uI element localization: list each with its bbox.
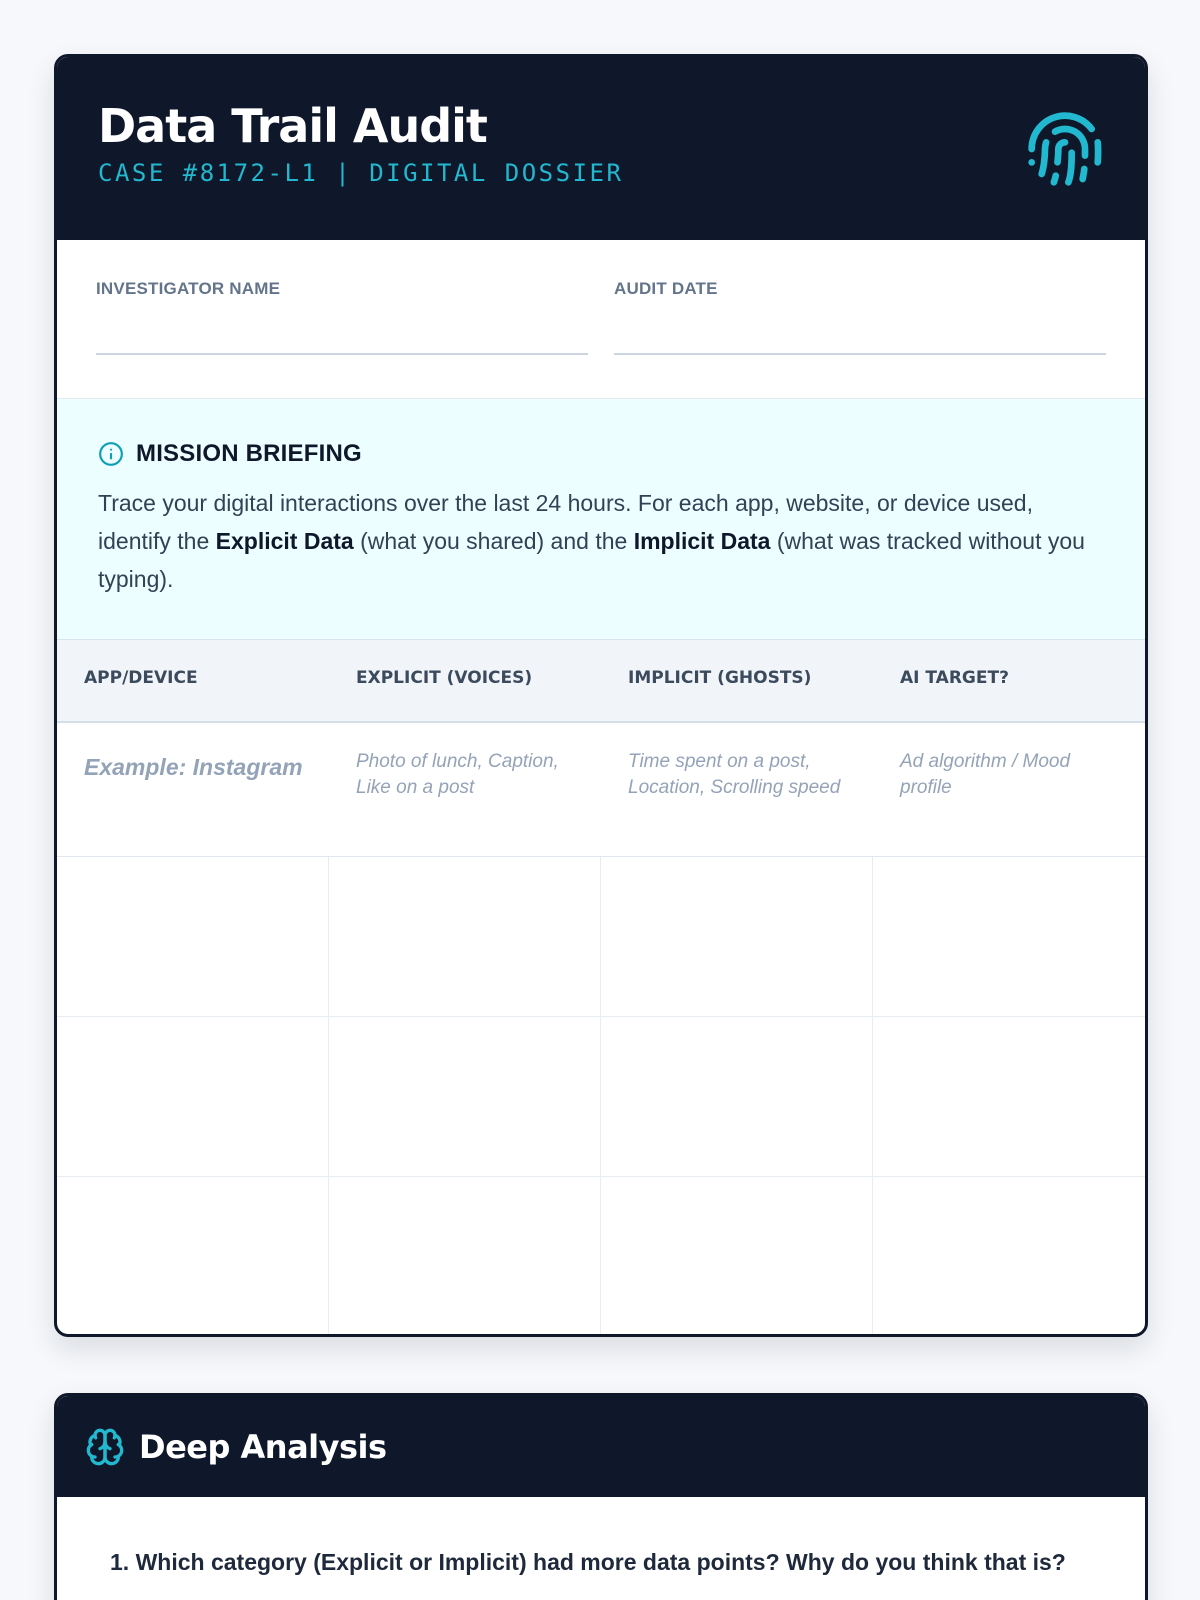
explicit-data-term: Explicit Data [215, 528, 354, 554]
example-app-cell: Example: Instagram [84, 754, 303, 780]
audit-header [57, 57, 1145, 240]
investigator-name-field[interactable] [96, 337, 588, 355]
briefing-heading [98, 440, 1104, 468]
analysis-title: Deep Analysis [139, 1427, 387, 1466]
briefing-title: MISSION BRIEFING [136, 440, 362, 467]
table-row [57, 1177, 1145, 1334]
explicit-cell[interactable] [329, 1177, 601, 1334]
table-header [57, 640, 1145, 723]
table-row [57, 1017, 1145, 1177]
table-row [57, 857, 1145, 1017]
target-cell[interactable] [873, 1017, 1145, 1176]
column-header-implicit: IMPLICIT (GHOSTS) [628, 668, 812, 688]
column-header-app: APP/DEVICE [84, 668, 198, 688]
date-field-group [614, 279, 1106, 398]
example-target-cell: Ad algorithm / Mood profile [900, 751, 1071, 798]
target-cell[interactable] [873, 857, 1145, 1016]
case-subtitle: CASE #8172-L1 | DIGITAL DOSSIER [98, 159, 624, 187]
info-icon [98, 441, 124, 467]
audit-card [54, 54, 1148, 1337]
example-row [57, 723, 1145, 857]
target-cell[interactable] [873, 1177, 1145, 1334]
analysis-card [54, 1393, 1148, 1600]
analysis-question-1: 1. Which category (Explicit or Implicit) had more data points? Why do you think that is? [110, 1549, 1066, 1575]
implicit-cell[interactable] [601, 1177, 873, 1334]
example-explicit-cell: Photo of lunch, Caption, Like on a post [356, 751, 559, 798]
implicit-cell[interactable] [601, 1017, 873, 1176]
investigator-field-group [96, 279, 588, 398]
data-trail-table [57, 640, 1145, 1334]
page-title: Data Trail Audit [98, 99, 487, 153]
app-cell[interactable] [57, 1177, 329, 1334]
app-cell[interactable] [57, 857, 329, 1016]
info-fields [57, 240, 1145, 399]
column-header-target: AI TARGET? [900, 668, 1009, 688]
investigator-label: INVESTIGATOR NAME [96, 279, 281, 298]
briefing-text: Trace your digital interactions over the last 24 hours. For each app, website, or device used, identify the Explicit Data (what you shared) and the Implicit Data (what was tracked without you typing). [98, 490, 1085, 592]
explicit-cell[interactable] [329, 857, 601, 1016]
example-implicit-cell: Time spent on a post, Location, Scrolling speed [628, 751, 841, 798]
column-header-explicit: EXPLICIT (VOICES) [356, 668, 533, 688]
fingerprint-icon [1025, 109, 1105, 189]
mission-briefing [57, 399, 1145, 640]
app-cell[interactable] [57, 1017, 329, 1176]
implicit-data-term: Implicit Data [633, 528, 771, 554]
audit-date-label: AUDIT DATE [614, 279, 718, 298]
implicit-cell[interactable] [601, 857, 873, 1016]
explicit-cell[interactable] [329, 1017, 601, 1176]
analysis-header [57, 1396, 1145, 1497]
audit-date-field[interactable] [614, 337, 1106, 355]
brain-icon [85, 1427, 125, 1467]
